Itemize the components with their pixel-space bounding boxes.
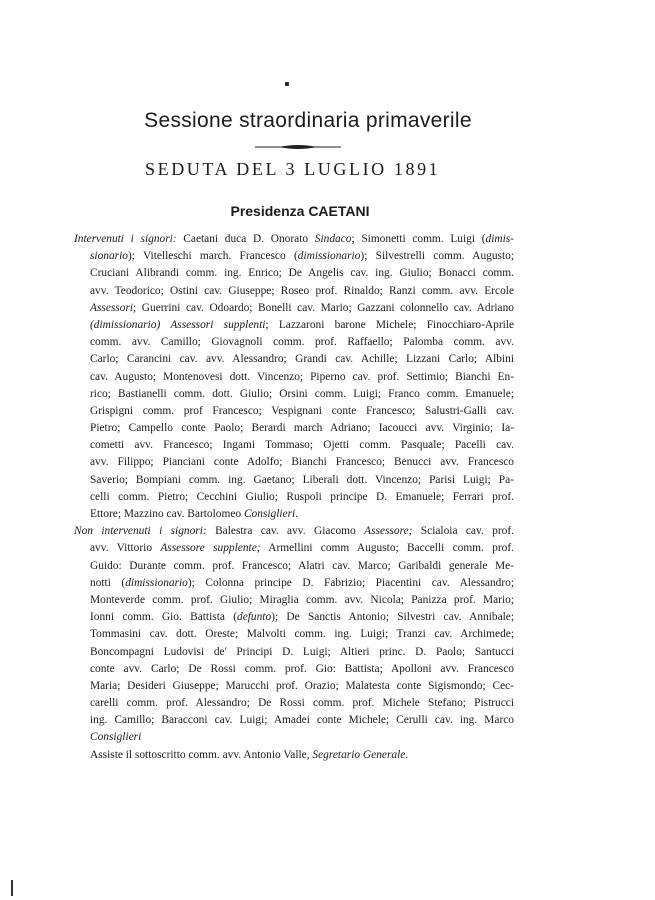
text-line [74, 626, 514, 643]
text-run: Cruciani Alibrandi comm. ing. Enrico; De Angelis cav. ing. Giulio; Bonacci comm. [90, 267, 514, 280]
text-run: Saverio; Bompiani comm. ing. Gaetano; Liberali dott. Vincenzo; Parisi Luigi; Pa- [90, 473, 514, 486]
text-line [74, 420, 514, 437]
text-line [74, 712, 514, 729]
italic-text: Intervenuti i signori: [74, 233, 177, 245]
ornamental-divider [255, 143, 341, 151]
text-line [74, 300, 514, 317]
italic-text: defunto [237, 611, 272, 624]
italic-text: Consiglieri [90, 731, 142, 744]
text-line [74, 265, 514, 282]
italic-text: Assessore; [364, 525, 413, 538]
text-run: Grispigni comm. prof Francesco; Vespignani conte Francesco; Salustri-Galli cav. [90, 404, 514, 417]
italic-text: Segretario Generale. [312, 748, 409, 761]
italic-text: Sindaco [314, 233, 352, 245]
text-run: conte avv. Carlo; De Rossi comm. prof. Gio: Battista; Apolloni avv. Francesco [90, 662, 514, 675]
text-run: Scialoia cav. prof. [412, 525, 514, 538]
italic-text: dimissionario [125, 576, 188, 589]
text-run: Tommasini cav. dott. Oreste; Malvolti comm. ing. Luigi; Tranzi cav. Archimede; [90, 628, 514, 641]
text-line [74, 729, 514, 746]
text-line [74, 369, 514, 386]
text-line [74, 231, 514, 248]
text-run: rico; Bastianelli comm. dott. Giulio; Orsini comm. Luigi; Franco comm. Emanuele; [90, 387, 514, 400]
text-run: Carlo; Carancini cav. avv. Alessandro; Grandi cav. Achille; Lizzani Carlo; Albini [90, 353, 514, 366]
text-line [74, 248, 514, 265]
text-line [74, 592, 514, 609]
italic-text: dimissionario [297, 250, 361, 263]
text-line [74, 644, 514, 661]
italic-text: Assessori [90, 301, 134, 314]
text-line [74, 609, 514, 626]
text-run: avv. Teodorico; Ostini cav. Giuseppe; Roseo prof. Rinaldo; Ranzi comm. avv. Ercole [90, 284, 514, 297]
text-run: ); De Sanctis Antonio; Silvestri cav. Annibale; [271, 611, 515, 624]
text-run: Boncompagni Ludovisi de' Principi D. Luigi; Altieri princ. D. Paolo; Santucci [90, 645, 514, 658]
text-line [74, 575, 514, 592]
text-run: avv. Vittorio [90, 542, 161, 555]
text-run: Balestra cav. avv. Giacomo [206, 525, 365, 538]
text-line [74, 437, 514, 454]
text-line [74, 506, 514, 523]
attendance-text [74, 231, 514, 764]
text-line [74, 334, 514, 351]
text-line [74, 386, 514, 403]
page-title: Sessione straordinaria primaverile [144, 109, 472, 132]
text-run: ); Vitelleschi march. Francesco ( [127, 250, 298, 263]
text-run: Guido: Durante comm. prof. Francesco; Alatri cav. Marco; Garibaldi generale Me- [90, 559, 514, 572]
text-run: Maria; Desideri Giuseppe; Marucchi prof. Orazio; Malatesta conte Sigismondo; Cec- [90, 679, 514, 692]
text-line [74, 472, 514, 489]
text-line [74, 454, 514, 471]
text-run: ; Simonetti comm. Luigi ( [351, 233, 486, 245]
text-run: cometti avv. Francesco; Ingami Tommaso; Ojetti comm. Pasquale; Pacelli cav. [90, 439, 514, 452]
text-line [74, 351, 514, 368]
ink-mark [285, 82, 289, 86]
text-line [74, 489, 514, 506]
italic-text: Non intervenuti i signori: [74, 525, 207, 538]
italic-text: sionario [90, 250, 128, 263]
text-line [74, 540, 514, 557]
text-run: ; Guerrini cav. Odoardo; Bonelli cav. Mario; Gazzani colonnello cav. Adriano [133, 301, 514, 314]
presidency-name: CAETANI [308, 203, 370, 219]
text-line [74, 695, 514, 712]
text-run: . [295, 508, 299, 520]
text-run: ; Lazzaroni barone Michele; Finocchiaro-Aprile [265, 318, 514, 331]
text-run: cav. Augusto; Montenovesi dott. Vincenzo; Piperno cav. prof. Settimio; Bianchi En- [90, 370, 514, 383]
italic-text: Consiglieri [243, 508, 296, 520]
text-line [74, 403, 514, 420]
text-run: Monteverde comm. prof. Giulio; Miraglia comm. avv. Nicola; Panizza prof. Mario; [90, 593, 514, 606]
text-run: comm. avv. Camillo; Giovagnoli comm. prof. Raffaello; Palomba comm. avv. [90, 336, 514, 349]
text-run: ); Colonna principe D. Fabrizio; Piacentini cav. Alessandro; [187, 576, 514, 589]
margin-mark [11, 880, 13, 896]
text-run: carelli comm. prof. Alessandro; De Rossi comm. prof. Michele Stefano; Pistrucci [90, 697, 514, 710]
text-run: avv. Filippo; Pianciani conte Adolfo; Bianchi Francesco; Benucci avv. Francesco [90, 456, 514, 469]
text-line [74, 661, 514, 678]
italic-text: dimis- [485, 233, 514, 245]
text-line [74, 747, 514, 764]
text-run: celli comm. Pietro; Cecchini Giulio; Ruspoli principe D. Emanuele; Ferrari prof. [90, 490, 514, 503]
text-run: notti ( [90, 576, 126, 589]
text-run: Pietro; Campello conte Paolo; Berardi march Adriano; Iacoucci avv. Virginio; Ia- [90, 422, 514, 435]
text-run: Assiste il sottoscritto comm. avv. Antonio Valle, [90, 748, 313, 761]
text-run: ); Silvestrelli comm. Augusto; [360, 250, 514, 263]
text-run: Ionni comm. Gio. Battista ( [90, 611, 237, 624]
text-run: Ettore; Mazzino cav. Bartolomeo [90, 508, 244, 520]
text-line [74, 283, 514, 300]
text-line [74, 523, 514, 540]
presidency-label: Presidenza [230, 203, 305, 219]
text-line [74, 678, 514, 695]
session-date-heading: SEDUTA DEL 3 LUGLIO 1891 [145, 159, 441, 179]
text-run: Caetani duca D. Onorato [176, 233, 315, 245]
italic-text: Assessore supplente; [160, 542, 261, 555]
text-line [74, 317, 514, 334]
text-line [74, 558, 514, 575]
presidency-heading [0, 203, 600, 219]
text-run: ing. Camillo; Baracconi cav. Luigi; Amadei conte Michele; Cerulli cav. ing. Marco [90, 714, 514, 727]
text-run: Armellini comm Augusto; Baccelli comm. prof. [260, 542, 514, 555]
italic-text: (dimissionario) Assessori supplenti [90, 318, 266, 331]
